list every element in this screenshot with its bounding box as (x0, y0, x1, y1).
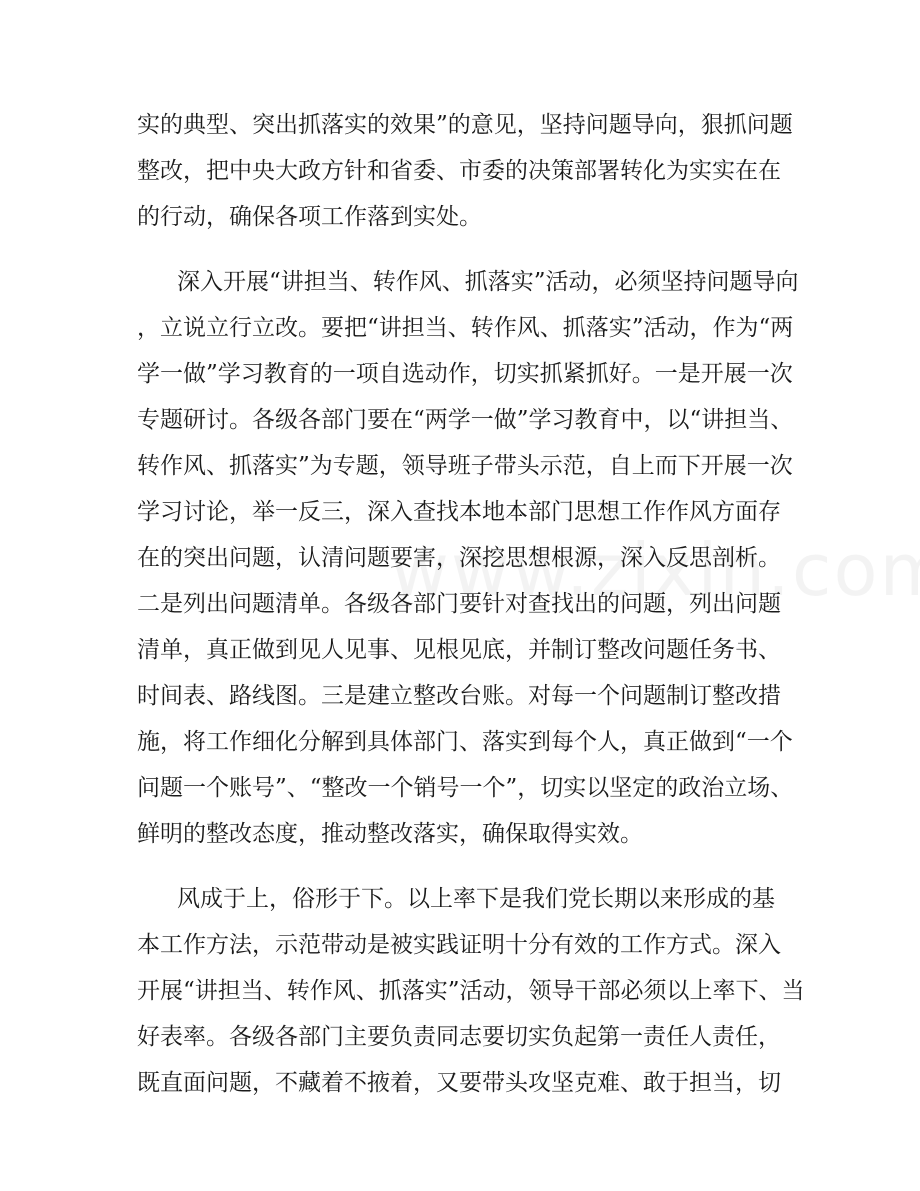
text-line: 二是列出问题清单。各级各部门要针对查找出的问题，列出问题 (137, 591, 781, 617)
text-line: 本工作方法，示范带动是被实践证明十分有效的工作方式。深入 (137, 932, 781, 958)
text-line: ，立说立行立改。要把“讲担当、转作风、抓落实”活动，作为“两 (137, 315, 794, 341)
text-line: 时间表、路线图。三是建立整改台账。对每一个问题制订整改措 (137, 683, 781, 709)
text-line: 深入开展“讲担当、转作风、抓落实”活动，必须坚持问题导向 (177, 269, 799, 295)
document-body (137, 102, 805, 1125)
paragraph-3 (137, 876, 805, 1106)
text-line: 整改，把中央大政方针和省委、市委的决策部署转化为实实在在 (137, 158, 781, 184)
text-line: 既直面问题，不藏着不掖着，又要带头攻坚克难、敢于担当，切 (137, 1070, 781, 1096)
text-line: 学习讨论，举一反三，深入查找本地本部门思想工作作风方面存 (137, 499, 781, 525)
text-line: 实的典型、突出抓落实的效果”的意见，坚持问题导向，狠抓问题 (137, 112, 793, 138)
text-line: 转作风、抓落实”为专题，领导班子带头示范，自上而下开展一次 (137, 453, 793, 479)
text-line: 专题研讨。各级各部门要在“两学一做”学习教育中，以“讲担当、 (137, 407, 794, 433)
text-line: 好表率。各级各部门主要负责同志要切实负起第一责任人责任， (137, 1024, 781, 1050)
text-line: 在的突出问题，认清问题要害，深挖思想根源，深入反思剖析。 (137, 545, 781, 571)
text-line: 施，将工作细化分解到具体部门、落实到每个人，真正做到“一个 (137, 729, 793, 755)
text-line: 问题一个账号”、“整改一个销号一个”，切实以坚定的政治立场、 (137, 775, 794, 801)
text-line: 开展“讲担当、转作风、抓落实”活动，领导干部必须以上率下、当 (137, 978, 805, 1004)
paragraph-2 (137, 259, 799, 857)
paragraph-1 (137, 102, 793, 240)
text-line: 风成于上，俗形于下。以上率下是我们党长期以来形成的基 (177, 886, 775, 912)
text-line: 学一做”学习教育的一项自选动作，切实抓紧抓好。一是开展一次 (137, 361, 793, 387)
text-line: 的行动，确保各项工作落到实处。 (137, 204, 482, 230)
text-line: 清单，真正做到见人见事、见根见底，并制订整改问题任务书、 (137, 637, 781, 663)
text-line: 鲜明的整改态度，推动整改落实，确保取得实效。 (137, 821, 643, 847)
